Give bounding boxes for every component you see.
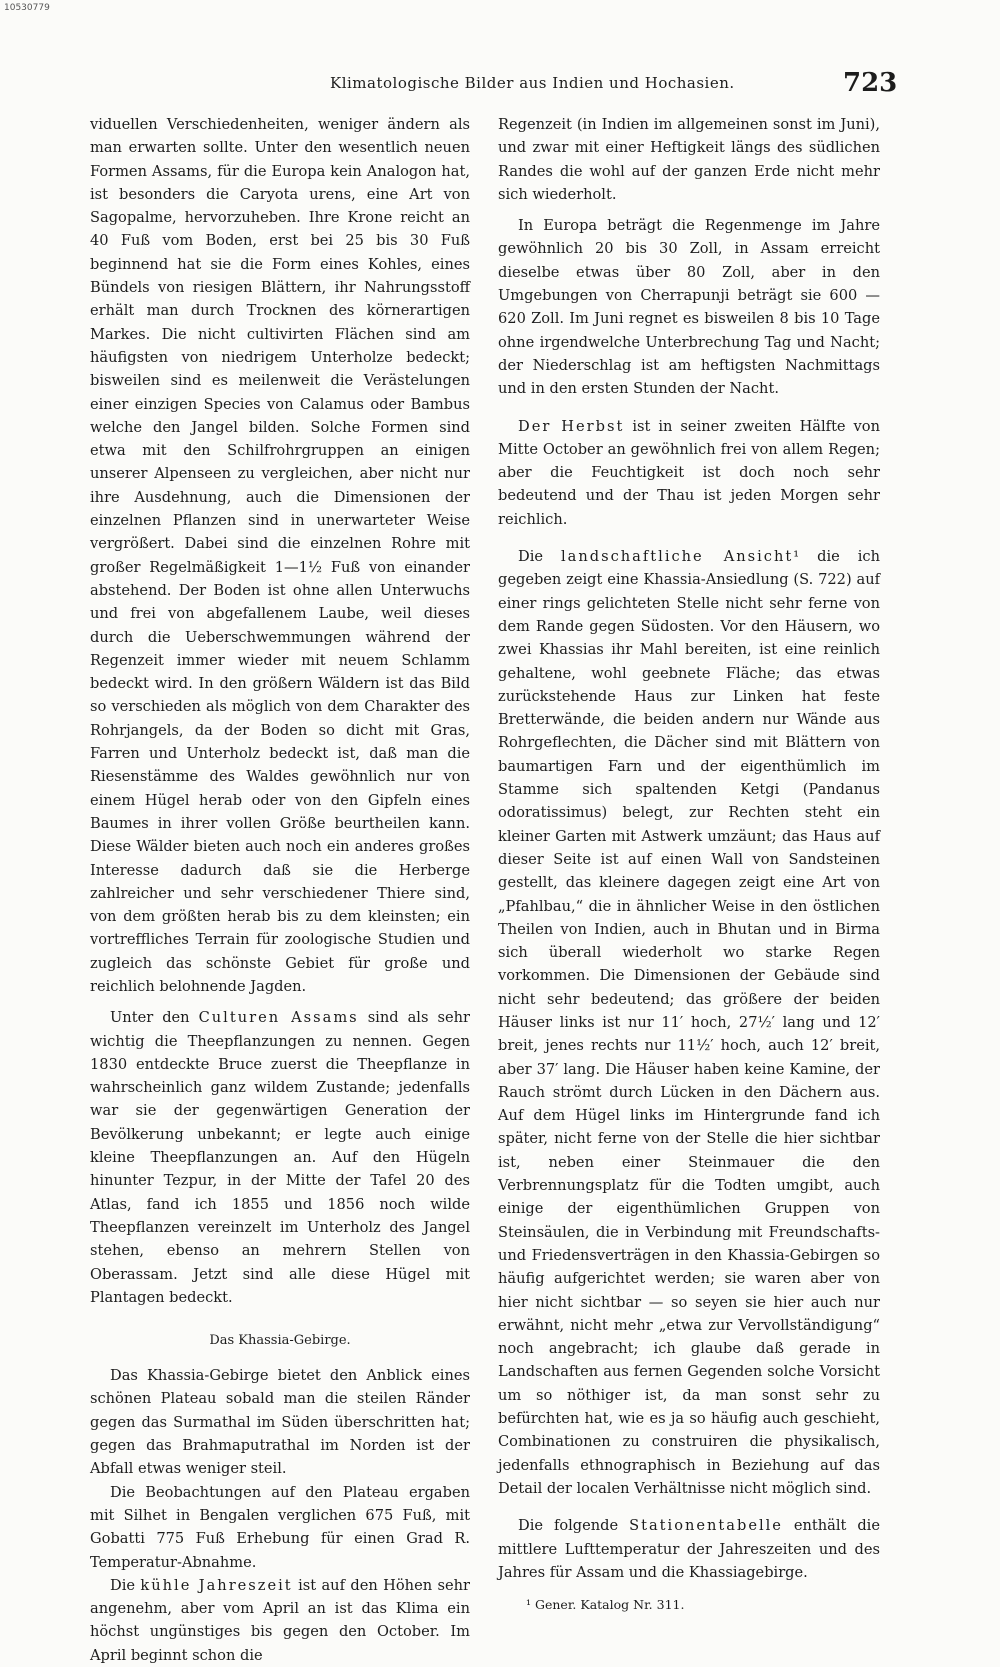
spaced-term: kühle Jahreszeit: [140, 1576, 293, 1594]
paragraph: [498, 545, 880, 1500]
text-run: Die folgende: [518, 1517, 630, 1535]
section-heading: Das Khassia-Gebirge.: [209, 1333, 351, 1349]
paragraph: Regenzeit (in Indien im allgemeinen sonst im Juni), und zwar mit einer Heftigkeit längs des südlichen Randes die wohl auf der ganzen Erde nicht mehr sich wiederholt.: [498, 116, 880, 203]
spaced-term: Culturen Assams: [198, 1009, 359, 1027]
text-run: ¹ die ich gegeben zeigt eine Khassia-Ansiedlung (S. 722) auf einer rings gelichteten Stelle nicht sehr ferne von dem Rande gegen Südosten. Vor den Häusern, wo zwei Khassias ihr Mahl bereiten, ist eine reinlich gehaltene, wohl geebnete Fläche; das etwas zurückstehende Haus zur Linken hat feste Bretterwände, die beiden andern nur Wände aus Rohrgeflechten, die Dächer sind mit Blättern von baumartigen Farn und der eigenthümlich im Stamme sich spaltenden Ketgi (Pandanus odoratissimus) belegt, zur Rechten steht ein kleiner Garten mit Astwerk umzäunt; das Haus auf dieser Seite ist auf einen Wall von Sandsteinen gestellt, das kleinere dagegen zeigt eine Art von „Pfahlbau,“ die in ähnlicher Weise in den östlichen Theilen von Indien, auch in Bhutan und in Birma sich überall wiederholt wo starke Regen vorkommen. Die Dimensionen der Gebäude sind nicht sehr bedeutend; das größere der beiden Häuser links ist nur 11′ hoch, 27½′ lang und 12′ breit, jenes rechts nur 11½′ hoch, auch 12′ breit, aber 37′ lang. Die Häuser haben keine Kamine, der Rauch strömt durch Lücken in den Dächern aus. Auf dem Hügel links im Hintergrunde fand ich später, nicht ferne von der Stelle die hier sichtbar ist, neben einer Steinmauer die den Verbrennungsplatz für die Todten umgibt, auch einige der eigenthümlichen Gruppen von Steinsäulen, die in Verbindung mit Freundschafts- und Friedensverträgen in den Khassia-Gebirgen so häufig aufgerichtet werden; sie waren aber von hier nicht sichtbar — so seyen sie hier auch nur erwähnt, nicht mehr „etwa zur Vervollständigung“ noch angebracht; ich glaube daß gerade in Landschaften aus fernen Gegenden solche Vorsicht um so nöthiger ist, da man sonst sehr zu befürchten hat, wie es ja so häufig auch geschieht, Combinationen zu construiren die physikalisch, jedenfalls ethnographisch in Beziehung auf das Detail der localen Verhältnisse nicht möglich sind.: [498, 548, 880, 1497]
spaced-term: landschaftliche Ansicht: [561, 548, 794, 566]
paragraph: [90, 1006, 470, 1309]
paragraph: [498, 415, 880, 531]
footnote: ¹ Gener. Katalog Nr. 311.: [526, 1597, 685, 1613]
paragraph: In Europa beträgt die Regenmenge im Jahre gewöhnlich 20 bis 30 Zoll, in Assam erreicht dieselbe etwas über 80 Zoll, aber in den Umgebungen von Cherrapunji beträgt sie 600 — 620 Zoll. Im Juni regnet es bisweilen 8 bis 10 Tage ohne irgendwelche Unterbrechung Tag und Nacht; der Niederschlag ist am heftigsten Nachmittags und in den ersten Stunden der Nacht.: [498, 217, 880, 398]
paragraph: viduellen Verschiedenheiten, weniger ändern als man erwarten sollte. Unter den wesentlich neuen Formen Assams, für die Europa kein Analogon hat, ist besonders die Caryota urens, eine Art von Sagopalme, hervorzuheben. Ihre Krone reicht an 40 Fuß vom Boden, erst bei 25 bis 30 Fuß beginnend hat sie die Form eines Kohles, eines Bündels von riesigen Blättern, ihr Nahrungsstoff erhält man durch Trocknen des körnerartigen Markes. Die nicht cultivirten Flächen sind am häufigsten von niedrigem Unterholze bedeckt; bisweilen sind es meilenweit die Verästelungen einer einzigen Species von Calamus oder Bambus welche den Jangel bilden. Solche Formen sind etwa mit den Schilfrohrgruppen an einigen unserer Alpenseen zu vergleichen, aber nicht nur ihre Ausdehnung, auch die Dimensionen der einzelnen Pflanzen sind in unerwarteter Weise vergrößert. Dabei sind die einzelnen Rohre mit großer Regelmäßigkeit 1—1½ Fuß von einander abstehend. Der Boden ist ohne allen Unterwuchs und frei von abgefallenem Laube, weil dieses durch die Ueberschwemmungen während der Regenzeit immer wieder mit neuem Schlamm bedeckt wird. In den größern Wäldern ist das Bild so verschieden als möglich von dem Charakter des Rohrjangels, da der Boden so dicht mit Gras, Farren und Unterholz bedeckt ist, daß man die Riesenstämme des Waldes gewöhnlich nur von einem Hügel herab oder von den Gipfeln eines Baumes in ihrer vollen Größe beurtheilen kann. Diese Wälder bieten auch noch ein anderes großes Interesse dadurch daß sie die Herberge zahlreicher und sehr verschiedener Thiere sind, von dem größten herab bis zu dem kleinsten; ein vortreffliches Terrain für zoologische Studien und zugleich das schönste Gebiet für große und reichlich belohnende Jagden.: [90, 116, 470, 995]
paragraph: Die Beobachtungen auf den Plateau ergaben mit Silhet in Bengalen verglichen 675 Fuß, mit Gobatti 775 Fuß Erhebung für einen Grad R. Temperatur-Abnahme.: [90, 1483, 470, 1571]
right-column: [498, 113, 880, 1614]
text-run: ist auf den Höhen sehr angenehm, aber vom April an ist das Klima ein höchst ungünstiges bis gegen den October. Im April beginnt schon die: [90, 1576, 470, 1664]
left-column: [90, 113, 470, 1667]
page-number: 723: [843, 68, 898, 98]
text-run: Die: [110, 1576, 141, 1594]
text-run: ist in seiner zweiten Hälfte von Mitte October an gewöhnlich frei von allem Regen; aber die Feuchtigkeit ist doch noch sehr bedeutend und der Thau ist jeden Morgen sehr reichlich.: [498, 417, 880, 528]
text-run: Die: [518, 548, 562, 566]
spaced-term: Der Herbst: [518, 417, 625, 435]
paragraph: [90, 1574, 470, 1667]
running-head: Klimatologische Bilder aus Indien und Hochasien.: [330, 74, 735, 92]
scan-id-label: 10530779: [4, 3, 50, 13]
text-run: Unter den: [110, 1009, 199, 1027]
spaced-term: Stationentabelle: [629, 1517, 783, 1535]
paragraph: [498, 1514, 880, 1584]
paragraph: Das Khassia-Gebirge bietet den Anblick eines schönen Plateau sobald man die steilen Ränder gegen das Surmathal im Süden überschritten hat; gegen das Brahmaputrathal im Norden ist der Abfall etwas weniger steil.: [90, 1367, 470, 1478]
text-run: sind als sehr wichtig die Theepflanzungen zu nennen. Gegen 1830 entdeckte Bruce zuerst die Theepflanze in wahrscheinlich ganz wildem Zustande; jedenfalls war sie der gegenwärtigen Generation der Bevölkerung unbekannt; er legte auch einige kleine Theepflanzungen an. Auf den Hügeln hinunter Tezpur, in der Mitte der Tafel 20 des Atlas, fand ich 1855 und 1856 noch wilde Theepflanzen vereinzelt im Unterholz des Jangel stehen, ebenso an mehrern Stellen von Oberassam. Jetzt sind alle diese Hügel mit Plantagen bedeckt.: [90, 1009, 470, 1306]
text-run: enthält die mittlere Lufttemperatur der Jahreszeiten und des Jahres für Assam und die Khassiagebirge.: [498, 1517, 880, 1581]
